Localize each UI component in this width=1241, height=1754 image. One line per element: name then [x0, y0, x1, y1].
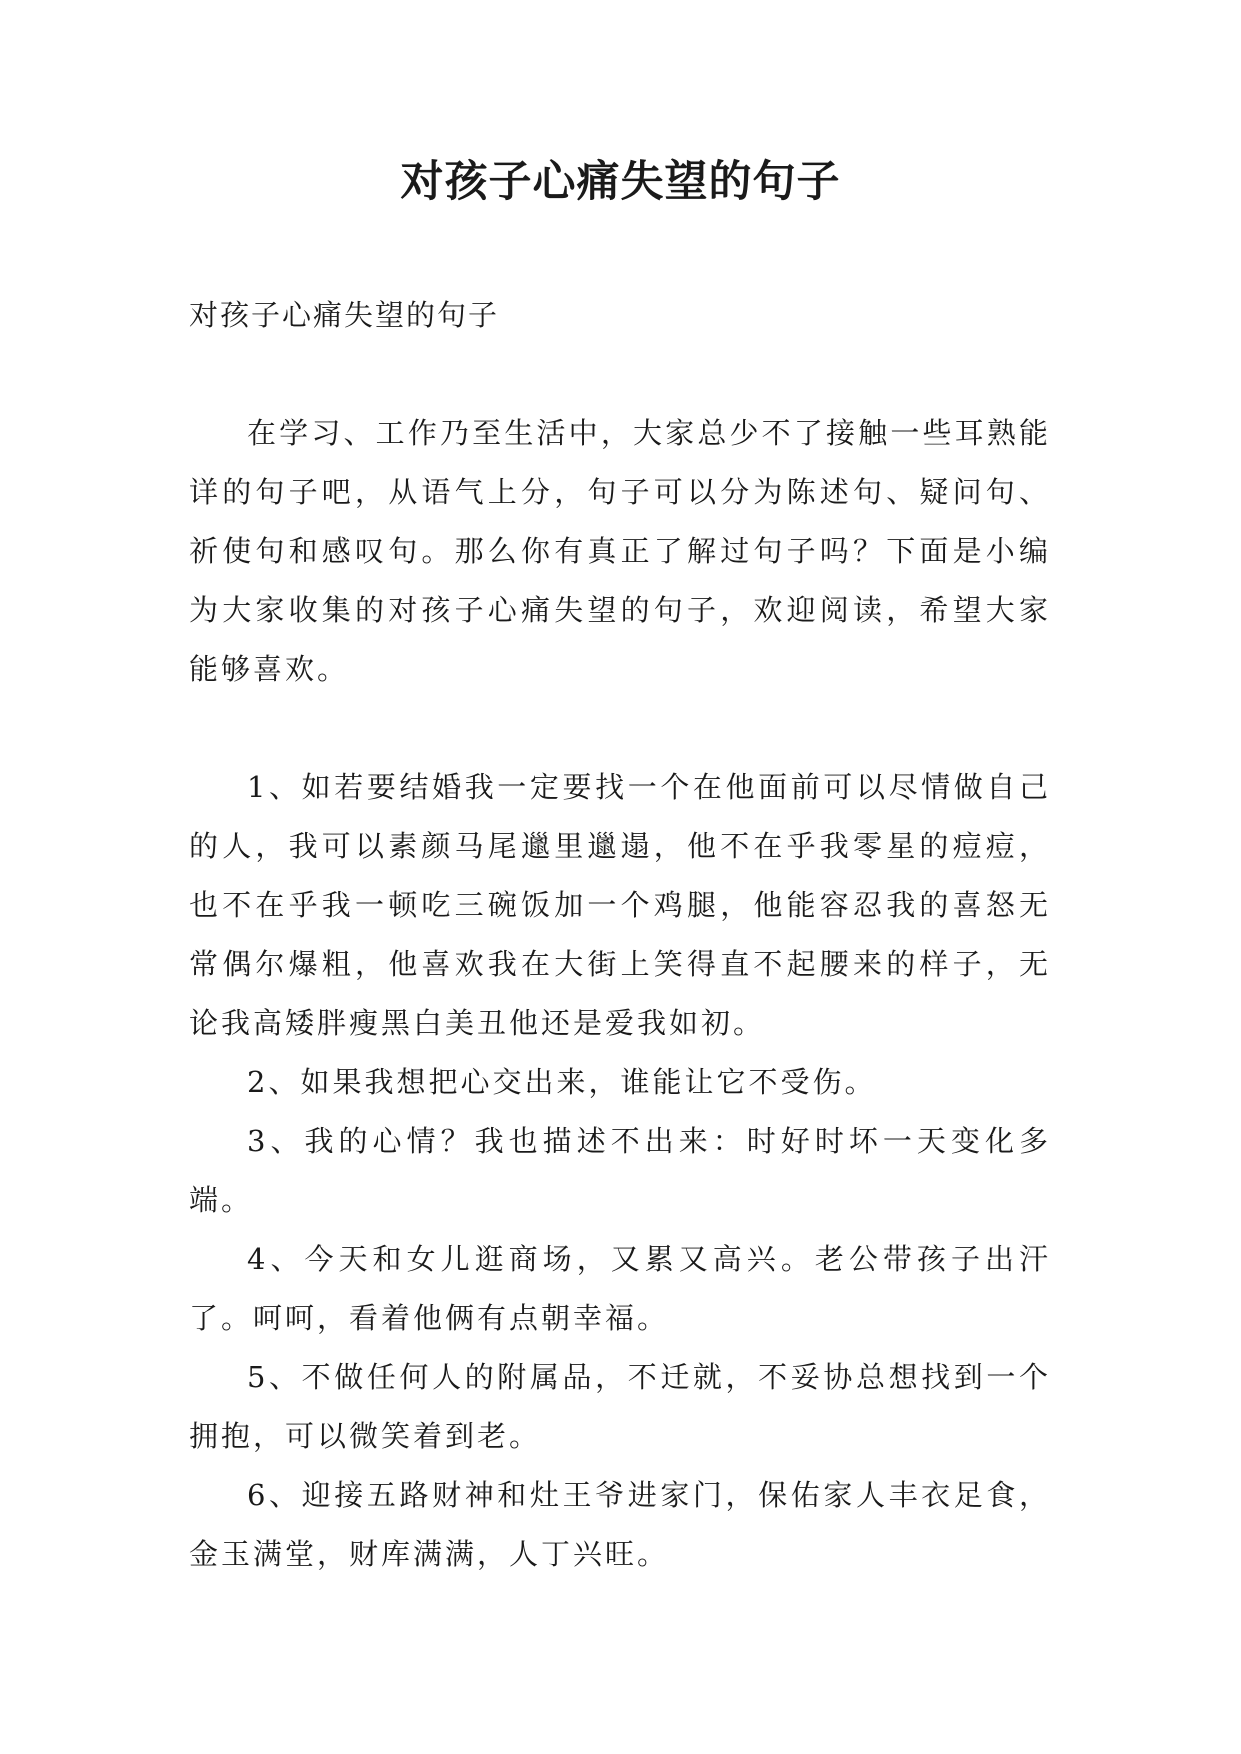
document-body [189, 404, 1051, 1584]
list-item: 1、如若要结婚我一定要找一个在他面前可以尽情做自己的人，我可以素颜马尾邋里邋遢，他不在乎我零星的痘痘，也不在乎我一顿吃三碗饭加一个鸡腿，他能容忍我的喜怒无常偶尔爆粗，他喜欢我在大街上笑得直不起腰来的样子，无论我高矮胖瘦黑白美丑他还是爱我如初。 [189, 770, 1051, 1040]
list-item: 5、不做任何人的附属品，不迁就，不妥协总想找到一个拥抱，可以微笑着到老。 [189, 1360, 1051, 1453]
list-item: 3、我的心情？我也描述不出来：时好时坏一天变化多端。 [189, 1124, 1051, 1217]
list-item: 6、迎接五路财神和灶王爷进家门，保佑家人丰衣足食，金玉满堂，财库满满，人丁兴旺。 [189, 1478, 1051, 1571]
document-subtitle: 对孩子心痛失望的句子 [189, 298, 500, 332]
list-item: 4、今天和女儿逛商场，又累又高兴。老公带孩子出汗了。呵呵，看着他俩有点朝幸福。 [189, 1242, 1051, 1335]
list-item: 2、如果我想把心交出来，谁能让它不受伤。 [247, 1065, 877, 1099]
document-title: 对孩子心痛失望的句子 [400, 157, 841, 207]
intro-paragraph: 在学习、工作乃至生活中，大家总少不了接触一些耳熟能详的句子吧，从语气上分，句子可以分为陈述句、疑问句、祈使句和感叹句。那么你有真正了解过句子吗？下面是小编为大家收集的对孩子心痛失望的句子，欢迎阅读，希望大家能够喜欢。 [189, 416, 1051, 686]
